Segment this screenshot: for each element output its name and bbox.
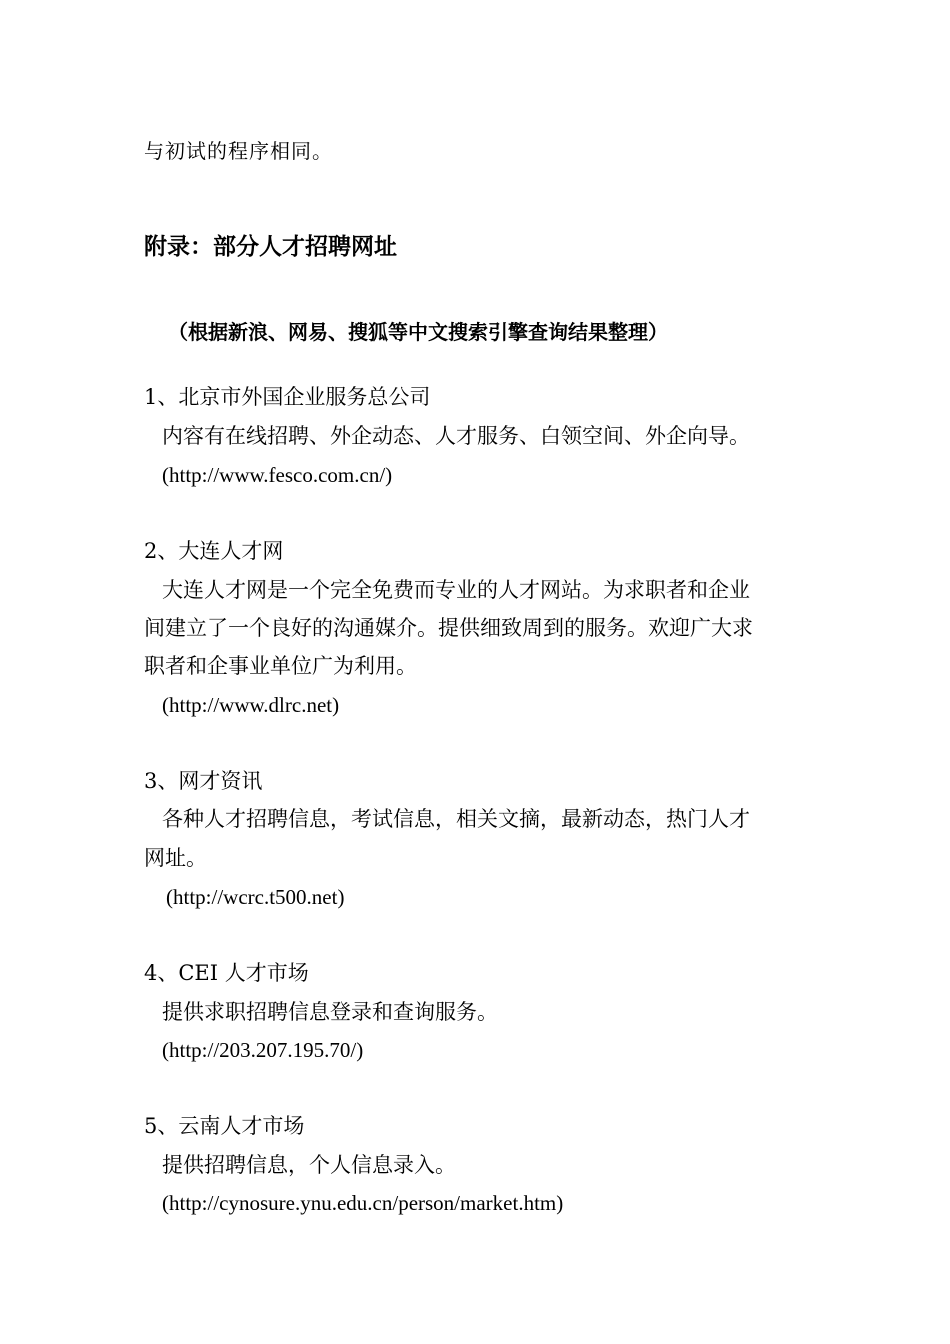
entry-url[interactable]: (http://203.207.195.70/) (162, 1038, 364, 1062)
entry-description: 提供求职招聘信息登录和查询服务。 (162, 1000, 498, 1024)
entry-description: 间建立了一个良好的沟通媒介。提供细致周到的服务。欢迎广大求 (144, 616, 753, 640)
entry-title: 5、云南人才市场 (144, 1114, 305, 1138)
entry-title: 3、网才资讯 (144, 769, 263, 793)
intro-text: 与初试的程序相同。 (144, 139, 333, 163)
entry-url[interactable]: (http://www.fesco.com.cn/) (162, 463, 393, 487)
entry-description: 大连人才网是一个完全免费而专业的人才网站。为求职者和企业 (162, 578, 750, 602)
entry-url[interactable]: (http://cynosure.ynu.edu.cn/person/market.htm) (162, 1191, 564, 1215)
appendix-subheading: （根据新浪、网易、搜狐等中文搜索引擎查询结果整理） (168, 320, 668, 344)
entry-description: 提供招聘信息，个人信息录入。 (162, 1153, 456, 1177)
entry-description: 各种人才招聘信息，考试信息，相关文摘，最新动态，热门人才 (162, 807, 750, 831)
appendix-heading: 附录：部分人才招聘网址 (144, 234, 397, 260)
entry-description: 网址。 (144, 846, 207, 870)
entry-description: 内容有在线招聘、外企动态、人才服务、白领空间、外企向导。 (162, 424, 750, 448)
entry-description: 职者和企事业单位广为利用。 (144, 654, 417, 678)
entry-title: 1、北京市外国企业服务总公司 (144, 385, 431, 409)
entry-url[interactable]: (http://wcrc.t500.net) (166, 885, 345, 909)
entry-title: 4、CEI 人才市场 (144, 961, 309, 985)
entry-title: 2、大连人才网 (144, 539, 284, 563)
entry-url[interactable]: (http://www.dlrc.net) (162, 693, 340, 717)
